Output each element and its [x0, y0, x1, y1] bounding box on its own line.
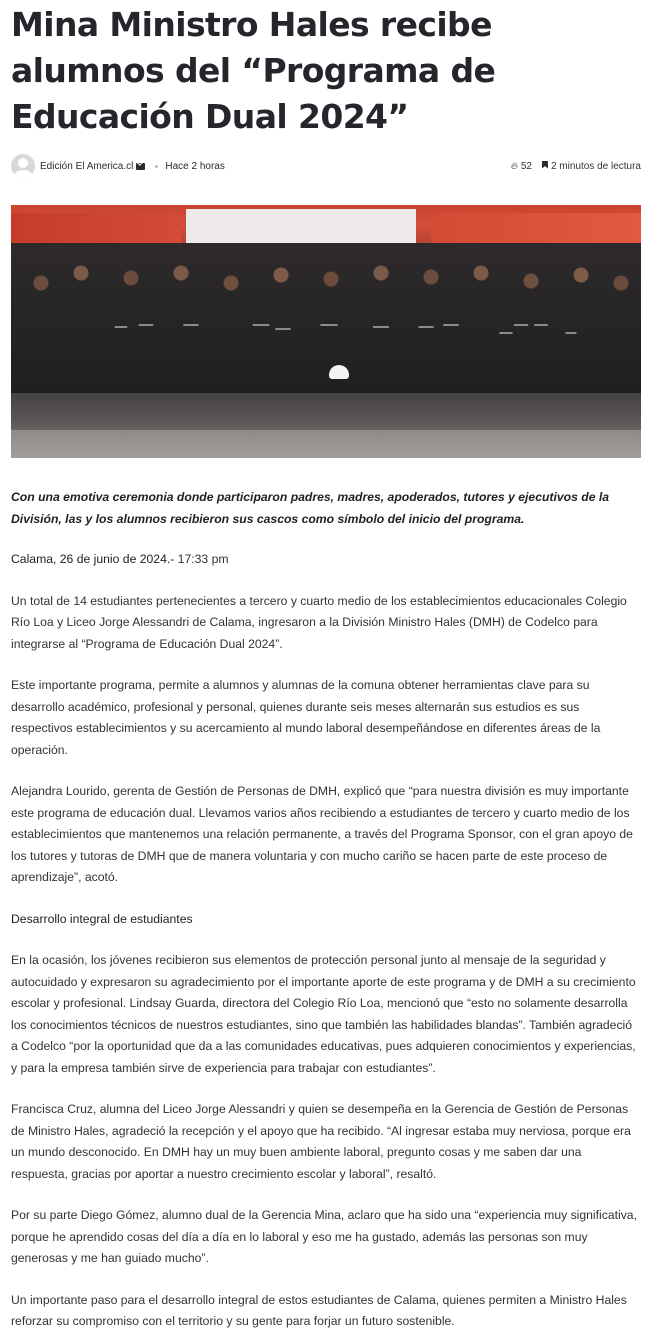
publish-time: Hace 2 horas — [165, 160, 225, 172]
views-count — [511, 161, 532, 172]
bookmark-icon — [542, 161, 548, 169]
section-heading: Desarrollo integral de estudiantes — [11, 911, 193, 926]
views-value: 52 — [520, 160, 532, 172]
dateline — [11, 549, 641, 571]
fire-icon: 🔥︎ — [510, 160, 519, 172]
article-meta — [11, 152, 641, 180]
user-avatar[interactable] — [11, 154, 35, 178]
envelope-icon[interactable] — [136, 163, 145, 170]
paragraph: Un importante paso para el desarrollo integral de estos estudiantes de Calama, quienes permiten a Ministro Hales reforzar su compromiso con el territorio y su gente para forjar un futuro sostenible. — [11, 1292, 627, 1328]
paragraph: Francisca Cruz, alumna del Liceo Jorge Alessandri y quien se desempeña en la Gerencia de Gestión de Personas de Ministro Hales, agradeció la recepción y el apoyo que ha recibido. “Al ingresar estaba muy nerviosa, porque era un mundo desconocido. En DMH hay un muy buen ambiente laboral, pregunto cosas y me saben dar una respuesta, gracias por aportar a nuestro crecimiento escolar y laboral”, resaltó. — [11, 1102, 631, 1181]
article-lead: Con una emotiva ceremonia donde participaron padres, madres, apoderados, tutores y ejecutivos de la División, las y los alumnos recibieron sus cascos como símbolo del inicio del programa. — [11, 490, 610, 526]
article-title: Mina Ministro Hales recibe alumnos del “Programa de Educación Dual 2024” — [11, 5, 496, 136]
paragraph: Alejandra Lourido, gerenta de Gestión de Personas de DMH, explicó que “para nuestra división es muy importante este programa de educación dual. Llevamos varios años recibiendo a estudiantes de tercero y cuarto medio de los establecimientos que mantenemos una relación permanente, a través del Programa Sponsor, con el gran apoyo de los tutores y tutoras de DMH que de manera voluntaria y con mucho cariño se hacen parte de este proceso de aprendizaje”, acotó. — [11, 784, 633, 884]
paragraph: Un total de 14 estudiantes pertenecientes a tercero y cuarto medio de los establecimientos educacionales Colegio Río Loa y Liceo Jorge Alessandri de Calama, ingresaron a la División Ministro Hales (DMH) de Codelco para integrarse al “Programa de Educación Dual 2024”. — [11, 593, 627, 651]
read-time-value: 2 minutos de lectura — [550, 160, 641, 172]
article-body — [11, 549, 641, 1333]
meta-stats — [511, 161, 641, 172]
article-container — [11, 0, 641, 1333]
dateline-time: 17:33 pm — [174, 552, 229, 566]
read-time — [542, 161, 641, 172]
meta-separator — [155, 165, 158, 168]
paragraph: En la ocasión, los jóvenes recibieron sus elementos de protección personal junto al mensaje de la seguridad y autocuidado y expresaron su agradecimiento por el importante aporte de este programa y de DMH a su crecimiento escolar y profesional. Lindsay Guarda, directora del Colegio Río Loa, mencionó que “esto no solamente desarrolla los conocimientos técnicos de nuestros estudiantes, sino que también las habilidades blandas”. También agradeció a Codelco “por la oportunidad que da a las comunidades educativas, pues adquieren conocimientos y experiencias, y para la empresa también sirve de experiencia para trabajar con estudiantes”. — [11, 953, 636, 1075]
hero-photo[interactable] — [11, 205, 641, 458]
paragraph: Este importante programa, permite a alumnos y alumnas de la comuna obtener herramientas clave para su desarrollo académico, profesional y personal, quienes durante seis meses alternarán sus estudios es sus respectivos establecimientos y su acercamiento al mundo laboral desempeñándose en diferentes áreas de la operación. — [11, 678, 601, 757]
dateline-place: Calama, 26 de junio de 2024.- — [11, 552, 175, 566]
paragraph: Por su parte Diego Gómez, alumno dual de la Gerencia Mina, aclaro que ha sido una “experiencia muy significativa, porque he aprendido cosas del día a día en lo laboral y eso me ha gustado, además las personas son muy generosas y me han guiado mucho”. — [11, 1208, 637, 1265]
author-link[interactable]: Edición El America.cl — [40, 160, 134, 172]
